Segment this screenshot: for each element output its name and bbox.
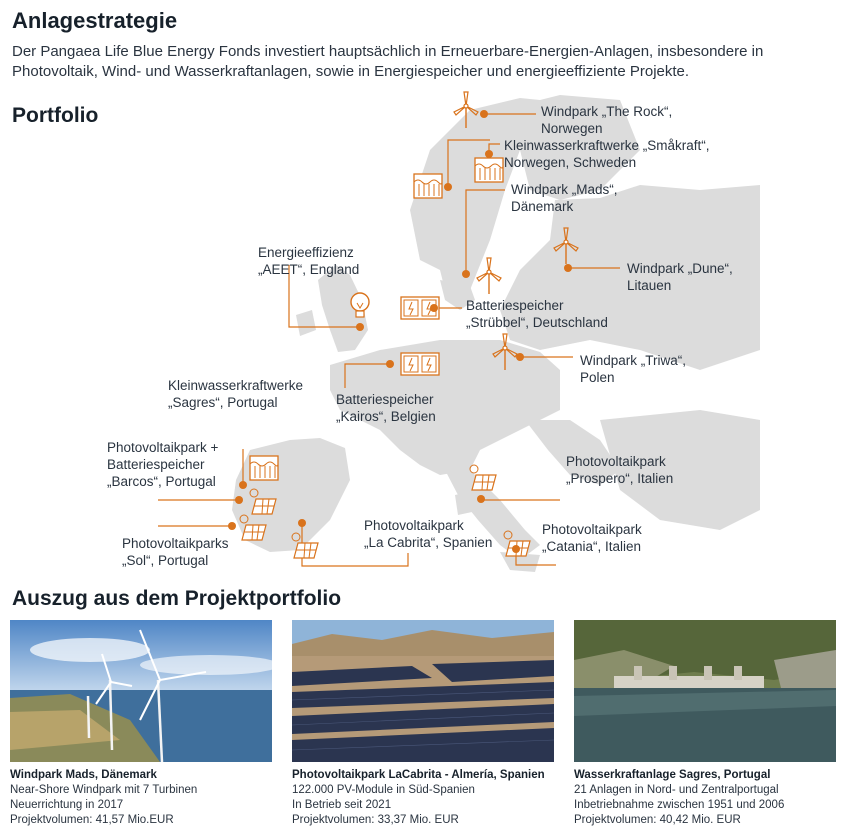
label-mads: Windpark „Mads“, Dänemark: [511, 182, 618, 214]
portfolio-title: Portfolio: [12, 104, 99, 127]
intro-text: Der Pangaea Life Blue Energy Fonds investiert hauptsächlich in Erneuerbare-Energien-Anlagen, insbesondere in Photovoltaik, Wind- und Wasserkraftanlagen, sowie in Energiespeicher und energieeffiziente Projekte.: [12, 43, 764, 80]
project-card-mads: [10, 620, 272, 828]
card-volume: Projektvolumen: 41,57 Mio.EUR: [10, 814, 174, 826]
label-sagres: Kleinwasserkraftwerke „Sagres“, Portugal: [168, 378, 304, 410]
card-title: Photovoltaikpark LaCabrita - Almería, Spanien: [292, 769, 545, 781]
label-barcos: Photovoltaikpark + Batteriespeicher „Barcos“, Portugal: [107, 440, 219, 489]
label-triwa: Windpark „Triwa“, Polen: [580, 353, 687, 385]
label-strubbel: Batteriespeicher „Strübbel“, Deutschland: [466, 298, 608, 330]
map-graphic: [0, 90, 852, 580]
label-dune: Windpark „Dune“, Litauen: [627, 261, 733, 293]
card-desc: Near-Shore Windpark mit 7 Turbinen: [10, 784, 198, 796]
label-prospero: Photovoltaikpark „Prospero“, Italien: [566, 454, 674, 486]
card-title: Wasserkraftanlage Sagres, Portugal: [574, 769, 771, 781]
page-title: Anlagestrategie: [12, 8, 178, 33]
card-volume: Projektvolumen: 40,42 Mio. EUR: [574, 814, 741, 826]
label-sol: Photovoltaikparks „Sol“, Portugal: [122, 536, 229, 568]
photo-wind-farm: [10, 620, 272, 762]
card-desc: 122.000 PV-Module in Süd-Spanien: [292, 784, 475, 796]
label-catania: Photovoltaikpark „Catania“, Italien: [542, 522, 642, 554]
europe-map: [0, 90, 852, 580]
card-year: Inbetriebnahme zwischen 1951 und 2006: [574, 799, 785, 811]
excerpt-title: Auszug aus dem Projektportfolio: [12, 587, 342, 610]
project-card-sagres: [574, 620, 836, 828]
card-year: In Betrieb seit 2021: [292, 799, 392, 811]
card-title: Windpark Mads, Dänemark: [10, 769, 157, 781]
label-kairos: Batteriespeicher „Kairos“, Belgien: [336, 392, 436, 424]
label-la-cabrita: Photovoltaikpark „La Cabrita“, Spanien: [364, 518, 493, 550]
project-card-la-cabrita: [292, 620, 554, 828]
label-aeet: Energieeffizienz „AEET“, England: [258, 245, 360, 277]
label-smakraft: Kleinwasserkraftwerke „Småkraft“, Norwegen, Schweden: [504, 138, 710, 170]
card-volume: Projektvolumen: 33,37 Mio. EUR: [292, 814, 459, 826]
photo-solar-park: [292, 620, 554, 762]
photo-hydro-dam: [574, 620, 836, 762]
label-the-rock: Windpark „The Rock“, Norwegen: [541, 104, 673, 136]
card-year: Neuerrichtung in 2017: [10, 799, 124, 811]
card-desc: 21 Anlagen in Nord- und Zentralportugal: [574, 784, 779, 796]
